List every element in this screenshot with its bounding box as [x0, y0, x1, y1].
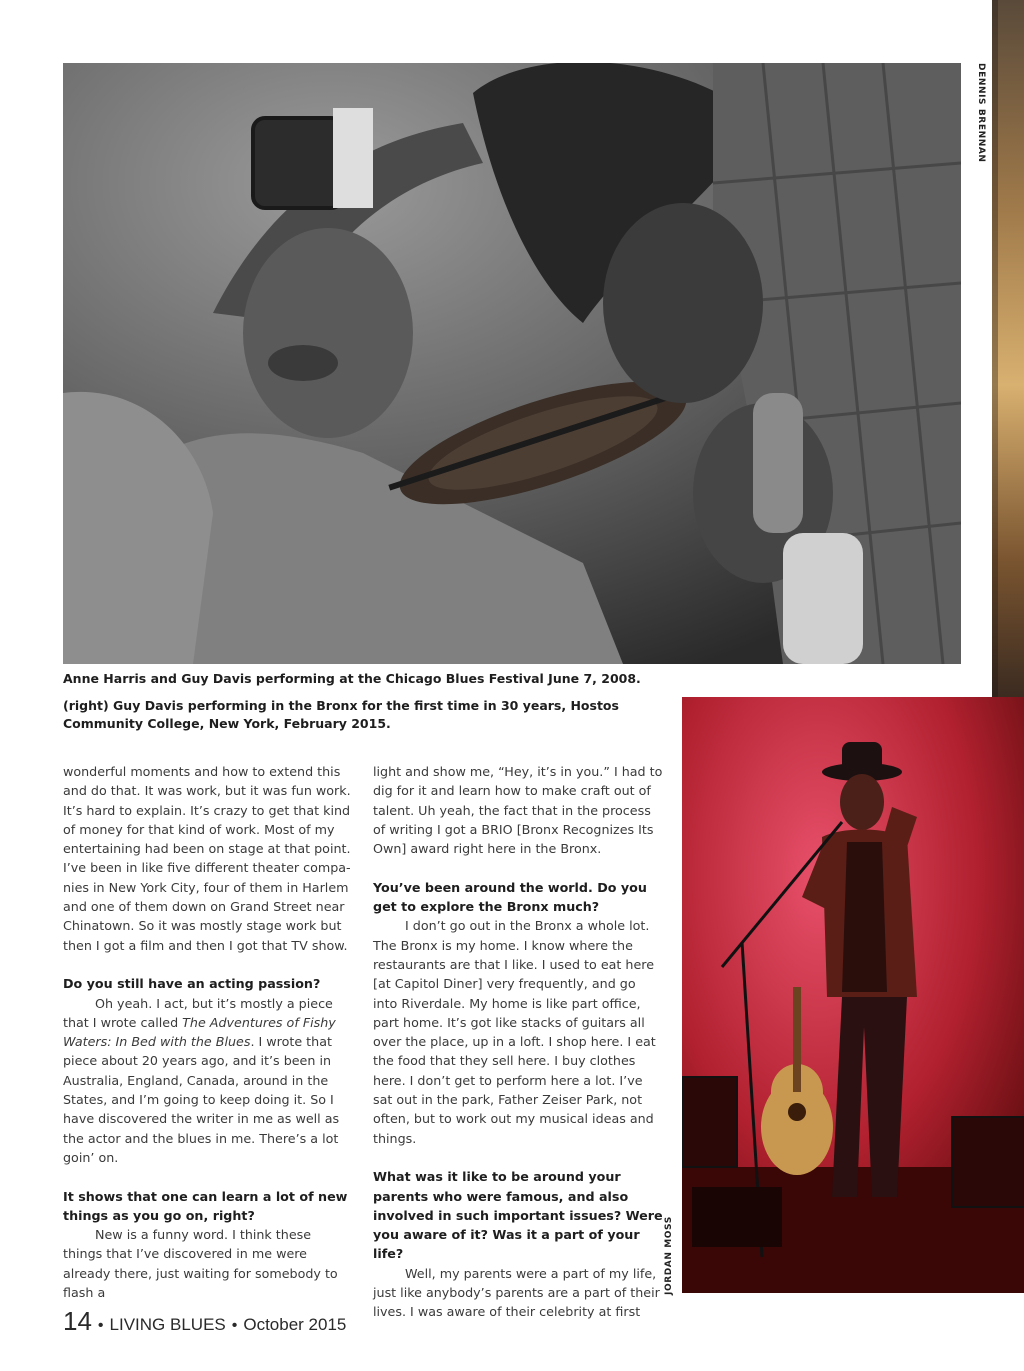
interview-question: What was it like to be around your parents who were famous, and also involved in such important issues? Were you aware of it? Was it a part of your life?	[373, 1169, 663, 1262]
page-number: 14	[63, 1306, 92, 1336]
body-paragraph: Well, my parents were a part of my life, just like anybody’s parents are a part of their lives. I was aware of their celebrity at first	[373, 1265, 660, 1320]
photo-harris-davis-illustration	[63, 63, 961, 664]
article-column-left	[63, 762, 353, 1302]
issue-date: October 2015	[243, 1315, 347, 1334]
answer-text: Oh yeah. I act, but it’s mostly a piece that I wrote called	[63, 995, 333, 1030]
answer-text: . I wrote that piece about 20 years ago, and it’s been in Australia, England, Canada, around in the States, and I’m going to keep doing it. So I have discovered the writer in me as well as the actor and the blues in me. There’s a lot goin’ on.	[63, 1034, 340, 1165]
body-paragraph: light and show me, “Hey, it’s in you.” I had to dig for it and learn how to make craft out of talent. Uh yeah, the fact that in the process of writing I got a BRIO [Bronx Recognizes Its Own] award right here in the Bronx.	[373, 764, 663, 857]
body-paragraph: wonderful moments and how to extend this and do that. It was work, but it was fun work. It’s hard to explain. It’s crazy to get that kind of money for that kind of work. Most of my entertaining had been on stage at that point. I’ve been in like five different theater compa-nies in New York City, four of them in Harlem and one of them down on Grand Street near Chinatown. So it was mostly stage work but then I got a film and then I got that TV show.	[63, 764, 351, 953]
footer-separator: •	[231, 1317, 238, 1334]
photo-credit-right: JORDAN MOSS	[664, 1216, 674, 1295]
footer-separator: •	[97, 1317, 104, 1334]
interview-question: You’ve been around the world. Do you get to explore the Bronx much?	[373, 879, 647, 915]
work-title: The Adventures of Fishy Waters: In Bed with the Blues	[63, 1014, 336, 1050]
adjacent-page-edge	[992, 0, 1024, 700]
photo-guy-davis-bronx	[682, 697, 1024, 1293]
photo-credit-top: DENNIS BRENNAN	[976, 63, 986, 163]
photo-harris-davis-performing	[63, 63, 961, 664]
body-paragraph: I don’t go out in the Bronx a whole lot. The Bronx is my home. I know where the restaurants are that I like. I used to eat here [at Capitol Diner] very frequently, and go into Riverdale. My home is like part office, part home. It’s got like stacks of guitars all over the place, up in a loft. I shop here. I eat the food that they sell here. I buy clothes here. I don’t get to perform here a lot. I’ve sat out in the park, Father Zeiser Park, not often, but to work out my musical ideas and things.	[373, 918, 656, 1146]
body-paragraph	[63, 994, 353, 1168]
interview-question: It shows that one can learn a lot of new things as you go on, right?	[63, 1188, 348, 1223]
page-footer	[63, 1306, 346, 1340]
photo-caption-top: Anne Harris and Guy Davis performing at the Chicago Blues Festival June 7, 2008.	[63, 671, 641, 686]
photo-guy-davis-illustration	[682, 697, 1024, 1293]
magazine-name: LIVING BLUES	[109, 1315, 226, 1334]
interview-question: Do you still have an acting passion?	[63, 976, 321, 992]
article-column-middle	[373, 762, 663, 1322]
body-paragraph: New is a funny word. I think these things that I’ve discovered in me were already there, just waiting for somebody to flash a	[63, 1227, 338, 1301]
photo-caption-right: (right) Guy Davis performing in the Bronx for the first time in 30 years, Hostos Community College, New York, February 2015.	[63, 698, 619, 731]
